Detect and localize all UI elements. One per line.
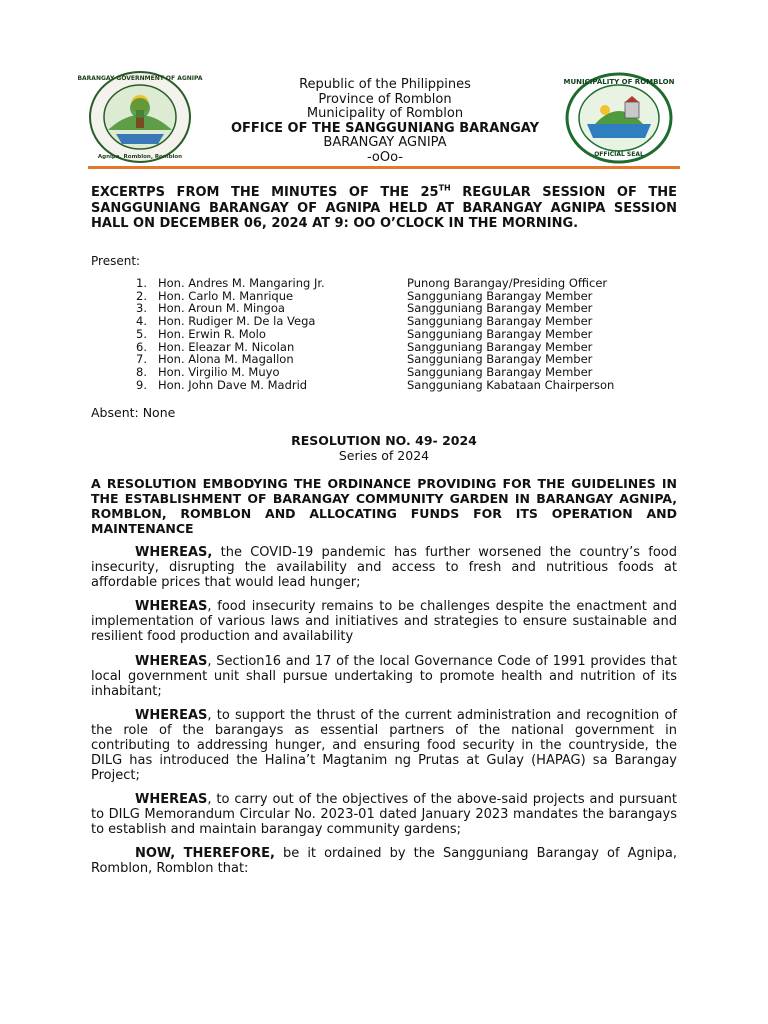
attendee-number: 7. [136, 352, 147, 367]
caption-sup: TH [438, 183, 451, 193]
paragraph-lead: WHEREAS [135, 599, 208, 614]
attendee-name: Hon. Virgilio M. Muyo [158, 364, 280, 379]
header-ornament: -oOo- [366, 149, 403, 165]
attendee-list [136, 277, 696, 391]
left-seal-text: BARANGAY GOVERNMENT OF AGNIPA [77, 75, 203, 82]
whereas-paragraph [91, 545, 677, 590]
attendee-position: Sangguniang Barangay Member [407, 326, 593, 341]
letterhead [190, 78, 580, 165]
attendee-position: Punong Barangay/Presiding Officer [407, 276, 608, 290]
paragraph-lead: WHEREAS [135, 654, 208, 669]
attendee-name: Hon. Carlo M. Manrique [158, 288, 294, 303]
attendee-number: 5. [136, 326, 147, 341]
whereas-paragraph [91, 654, 677, 699]
paragraph-text: , food insecurity remains to be challenges despite the enactment and implementation of various laws and initiatives and strategies to ensure sustainable and resilient food production and availability [91, 599, 677, 644]
paragraph-text: , to carry out of the objectives of the above-said projects and pursuant to DILG Memorandum Circular No. 2023-01 dated January 2023 mandates the barangays to establish and maintain barangay community gardens; [91, 792, 677, 837]
paragraph-lead: NOW, THEREFORE, [135, 846, 275, 861]
attendee-name: Hon. Andres M. Mangaring Jr. [158, 276, 325, 290]
present-label: Present: [91, 254, 141, 268]
attendee-name: Hon. Erwin R. Molo [158, 326, 266, 341]
attendee-name: Hon. John Dave M. Madrid [158, 377, 308, 392]
attendee-position: Sangguniang Barangay Member [407, 352, 593, 367]
attendee-position: Sangguniang Barangay Member [407, 301, 593, 316]
header-line-municipality: Municipality of Romblon [306, 106, 464, 121]
header-divider [88, 166, 680, 169]
attendee-row [136, 379, 696, 392]
paragraph-lead: WHEREAS, [135, 545, 213, 560]
paragraph-lead: WHEREAS [135, 792, 208, 807]
header-barangay: BARANGAY AGNIPA [323, 135, 447, 150]
paragraph-text: , Section16 and 17 of the local Governance Code of 1991 provides that local government unit shall pursue undertaking to promote health and nutrition of its inhabitant; [91, 654, 677, 699]
caption-after: REGULAR SESSION OF THE SANGGUNIANG BARANGAY OF AGNIPA HELD AT BARANGAY AGNIPA SESSION HALL ON DECEMBER 06, 2024 AT 9: OO O’CLOCK IN THE MORNING. [91, 185, 677, 231]
resolution-number: RESOLUTION NO. 49- 2024 [291, 433, 477, 448]
paragraph-lead: WHEREAS [135, 708, 208, 723]
resolution-title: A RESOLUTION EMBODYING THE ORDINANCE PROVIDING FOR THE GUIDELINES IN THE ESTABLISHMENT OF BARANGAY COMMUNITY GARDEN IN BARANGAY AGNIPA, ROMBLON, ROMBLON AND ALLOCATING FUNDS FOR ITS OPERATION AND MAINTENANCE [91, 476, 677, 536]
attendee-position: Sangguniang Barangay Member [407, 339, 593, 354]
municipality-seal-icon [565, 72, 673, 164]
ordaining-paragraph [91, 846, 677, 876]
paragraph-text: , to support the thrust of the current administration and recognition of the role of the barangays as essential partners of the national government in contributing to addressing hunger, and ensuring food security in the countryside, the DILG has introduced the Halina’t Magtanim ng Prutas at Gulay (HAPAG) sa Barangay Project; [91, 708, 677, 783]
paragraph-text: the COVID-19 pandemic has further worsened the country’s food insecurity, disrupting the availability and access to fresh and nutritious foods at affordable prices that would lead hunger; [91, 545, 677, 590]
right-seal-subtext: OFFICIAL SEAL [594, 151, 644, 158]
absent-line: Absent: None [91, 405, 176, 420]
attendee-number: 9. [136, 377, 147, 392]
attendee-position: Sangguniang Barangay Member [407, 314, 593, 329]
attendee-position: Sangguniang Barangay Member [407, 288, 593, 303]
attendee-row [136, 328, 696, 341]
attendee-row [136, 277, 696, 290]
whereas-paragraph [91, 708, 677, 783]
attendee-number: 8. [136, 364, 147, 379]
attendee-number: 3. [136, 301, 147, 316]
paragraph-text: be it ordained by the Sangguniang Barangay of Agnipa, Romblon, Romblon that: [91, 846, 677, 876]
attendee-number: 4. [136, 314, 147, 329]
whereas-paragraph [91, 599, 677, 644]
right-seal-text: MUNICIPALITY OF ROMBLON [563, 78, 675, 86]
attendee-name: Hon. Alona M. Magallon [158, 352, 294, 367]
resolution-heading [91, 433, 677, 463]
whereas-paragraph [91, 792, 677, 837]
header-office: OFFICE OF THE SANGGUNIANG BARANGAY [230, 120, 540, 136]
barangay-seal-icon [77, 70, 203, 164]
attendee-name: Hon. Aroun M. Mingoa [158, 301, 285, 316]
attendee-number: 1. [136, 276, 147, 290]
attendee-number: 6. [136, 339, 147, 354]
left-seal-subtext: Agnipa, Romblon, Romblon [97, 154, 183, 160]
resolution-series: Series of 2024 [338, 448, 430, 463]
header-line-province: Province of Romblon [318, 91, 452, 107]
header-line-republic: Republic of the Philippines [299, 77, 471, 92]
attendee-name: Hon. Eleazar M. Nicolan [158, 339, 295, 354]
attendee-row [136, 366, 696, 379]
minutes-caption [91, 185, 677, 232]
attendee-position: Sangguniang Kabataan Chairperson [407, 377, 615, 392]
attendee-number: 2. [136, 288, 147, 303]
attendee-name: Hon. Rudiger M. De la Vega [158, 314, 316, 329]
attendee-row [136, 315, 696, 328]
caption-before: EXCERTPS FROM THE MINUTES OF THE 25 [91, 185, 439, 200]
attendee-position: Sangguniang Barangay Member [407, 364, 593, 379]
